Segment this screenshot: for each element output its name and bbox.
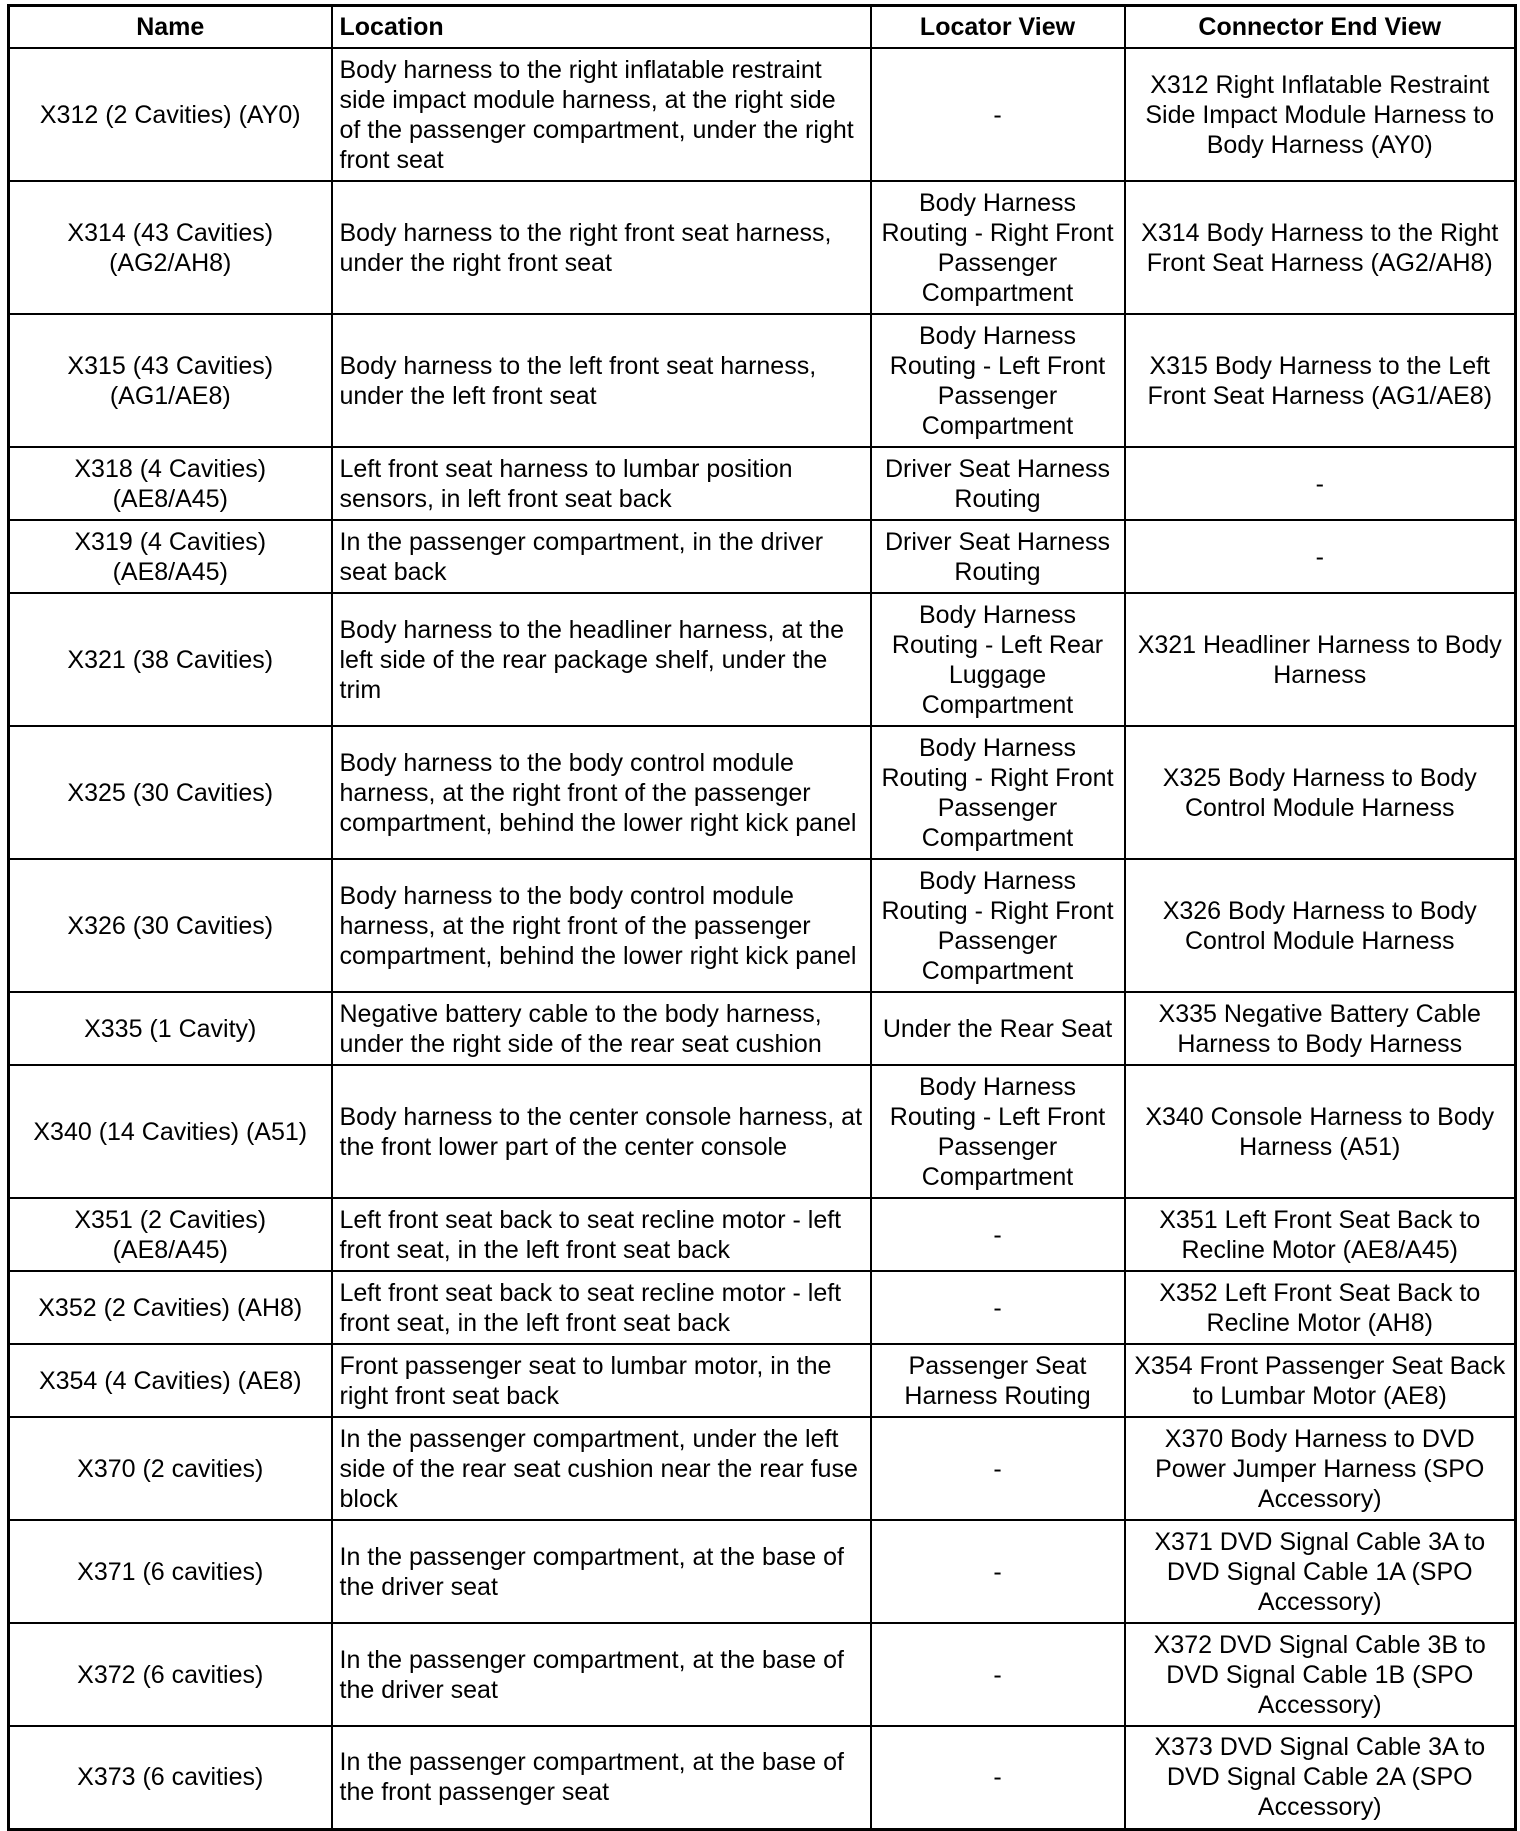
- cell-connector-end-view: X372 DVD Signal Cable 3B to DVD Signal Cable 1B (SPO Accessory): [1125, 1623, 1516, 1726]
- table-row: [9, 447, 1516, 520]
- cell-name: X373 (6 cavities): [9, 1726, 332, 1829]
- cell-locator-view: Body Harness Routing - Left Rear Luggage Compartment: [871, 593, 1125, 726]
- cell-name: X352 (2 Cavities) (AH8): [9, 1271, 332, 1344]
- table-row: [9, 1198, 1516, 1271]
- cell-locator-view: Body Harness Routing - Right Front Passenger Compartment: [871, 181, 1125, 314]
- cell-connector-end-view: X354 Front Passenger Seat Back to Lumbar Motor (AE8): [1125, 1344, 1516, 1417]
- cell-connector-end-view: X325 Body Harness to Body Control Module Harness: [1125, 726, 1516, 859]
- cell-name: X370 (2 cavities): [9, 1417, 332, 1520]
- table-row: [9, 1344, 1516, 1417]
- cell-connector-end-view: X321 Headliner Harness to Body Harness: [1125, 593, 1516, 726]
- connector-table: [7, 4, 1517, 1831]
- cell-locator-view: Body Harness Routing - Right Front Passenger Compartment: [871, 726, 1125, 859]
- cell-connector-end-view: X352 Left Front Seat Back to Recline Motor (AH8): [1125, 1271, 1516, 1344]
- cell-name: X354 (4 Cavities) (AE8): [9, 1344, 332, 1417]
- header-name: Name: [9, 6, 332, 49]
- cell-locator-view: -: [871, 1623, 1125, 1726]
- cell-location: Body harness to the body control module harness, at the right front of the passenger compartment, behind the lower right kick panel: [332, 859, 871, 992]
- header-location: Location: [332, 6, 871, 49]
- cell-connector-end-view: X340 Console Harness to Body Harness (A51): [1125, 1065, 1516, 1198]
- table-row: [9, 1623, 1516, 1726]
- cell-connector-end-view: X335 Negative Battery Cable Harness to Body Harness: [1125, 992, 1516, 1065]
- cell-connector-end-view: X312 Right Inflatable Restraint Side Impact Module Harness to Body Harness (AY0): [1125, 48, 1516, 181]
- cell-locator-view: Body Harness Routing - Right Front Passenger Compartment: [871, 859, 1125, 992]
- cell-name: X351 (2 Cavities) (AE8/A45): [9, 1198, 332, 1271]
- cell-location: Body harness to the body control module harness, at the right front of the passenger compartment, behind the lower right kick panel: [332, 726, 871, 859]
- header-connector-end-view: Connector End View: [1125, 6, 1516, 49]
- cell-location: Left front seat harness to lumbar position sensors, in left front seat back: [332, 447, 871, 520]
- table-row: [9, 48, 1516, 181]
- cell-name: X315 (43 Cavities) (AG1/AE8): [9, 314, 332, 447]
- cell-locator-view: -: [871, 48, 1125, 181]
- cell-name: X372 (6 cavities): [9, 1623, 332, 1726]
- cell-connector-end-view: -: [1125, 520, 1516, 593]
- table-row: [9, 520, 1516, 593]
- cell-connector-end-view: X315 Body Harness to the Left Front Seat Harness (AG1/AE8): [1125, 314, 1516, 447]
- cell-name: X371 (6 cavities): [9, 1520, 332, 1623]
- cell-location: In the passenger compartment, at the base of the driver seat: [332, 1520, 871, 1623]
- cell-connector-end-view: X370 Body Harness to DVD Power Jumper Harness (SPO Accessory): [1125, 1417, 1516, 1520]
- cell-connector-end-view: X371 DVD Signal Cable 3A to DVD Signal Cable 1A (SPO Accessory): [1125, 1520, 1516, 1623]
- cell-locator-view: -: [871, 1417, 1125, 1520]
- cell-locator-view: -: [871, 1271, 1125, 1344]
- table-row: [9, 593, 1516, 726]
- table-row: [9, 181, 1516, 314]
- cell-locator-view: -: [871, 1198, 1125, 1271]
- cell-locator-view: Passenger Seat Harness Routing: [871, 1344, 1125, 1417]
- table-row: [9, 859, 1516, 992]
- cell-name: X314 (43 Cavities) (AG2/AH8): [9, 181, 332, 314]
- table-row: [9, 1520, 1516, 1623]
- cell-connector-end-view: -: [1125, 447, 1516, 520]
- cell-name: X321 (38 Cavities): [9, 593, 332, 726]
- cell-location: Body harness to the center console harness, at the front lower part of the center console: [332, 1065, 871, 1198]
- cell-connector-end-view: X373 DVD Signal Cable 3A to DVD Signal Cable 2A (SPO Accessory): [1125, 1726, 1516, 1829]
- cell-location: Negative battery cable to the body harness, under the right side of the rear seat cushion: [332, 992, 871, 1065]
- table-row: [9, 992, 1516, 1065]
- cell-locator-view: Body Harness Routing - Left Front Passenger Compartment: [871, 314, 1125, 447]
- table-row: [9, 1417, 1516, 1520]
- header-row: [9, 6, 1516, 49]
- cell-location: In the passenger compartment, in the driver seat back: [332, 520, 871, 593]
- cell-location: Body harness to the headliner harness, at the left side of the rear package shelf, under the trim: [332, 593, 871, 726]
- cell-name: X318 (4 Cavities) (AE8/A45): [9, 447, 332, 520]
- cell-name: X319 (4 Cavities) (AE8/A45): [9, 520, 332, 593]
- cell-location: In the passenger compartment, under the left side of the rear seat cushion near the rear fuse block: [332, 1417, 871, 1520]
- cell-connector-end-view: X326 Body Harness to Body Control Module Harness: [1125, 859, 1516, 992]
- cell-name: X335 (1 Cavity): [9, 992, 332, 1065]
- cell-locator-view: Under the Rear Seat: [871, 992, 1125, 1065]
- table-row: [9, 1726, 1516, 1829]
- table-row: [9, 314, 1516, 447]
- cell-locator-view: Driver Seat Harness Routing: [871, 520, 1125, 593]
- cell-location: Front passenger seat to lumbar motor, in the right front seat back: [332, 1344, 871, 1417]
- cell-name: X312 (2 Cavities) (AY0): [9, 48, 332, 181]
- cell-location: Body harness to the right front seat harness, under the right front seat: [332, 181, 871, 314]
- cell-location: Body harness to the right inflatable restraint side impact module harness, at the right side of the passenger compartment, under the right front seat: [332, 48, 871, 181]
- cell-locator-view: Driver Seat Harness Routing: [871, 447, 1125, 520]
- table-row: [9, 1271, 1516, 1344]
- table-row: [9, 1065, 1516, 1198]
- cell-location: In the passenger compartment, at the base of the front passenger seat: [332, 1726, 871, 1829]
- cell-locator-view: Body Harness Routing - Left Front Passenger Compartment: [871, 1065, 1125, 1198]
- cell-locator-view: -: [871, 1726, 1125, 1829]
- cell-name: X326 (30 Cavities): [9, 859, 332, 992]
- cell-connector-end-view: X351 Left Front Seat Back to Recline Motor (AE8/A45): [1125, 1198, 1516, 1271]
- cell-location: Left front seat back to seat recline motor - left front seat, in the left front seat back: [332, 1271, 871, 1344]
- table-row: [9, 726, 1516, 859]
- cell-location: In the passenger compartment, at the base of the driver seat: [332, 1623, 871, 1726]
- cell-name: X325 (30 Cavities): [9, 726, 332, 859]
- cell-location: Body harness to the left front seat harness, under the left front seat: [332, 314, 871, 447]
- cell-locator-view: -: [871, 1520, 1125, 1623]
- cell-name: X340 (14 Cavities) (A51): [9, 1065, 332, 1198]
- cell-connector-end-view: X314 Body Harness to the Right Front Seat Harness (AG2/AH8): [1125, 181, 1516, 314]
- cell-location: Left front seat back to seat recline motor - left front seat, in the left front seat back: [332, 1198, 871, 1271]
- header-locator-view: Locator View: [871, 6, 1125, 49]
